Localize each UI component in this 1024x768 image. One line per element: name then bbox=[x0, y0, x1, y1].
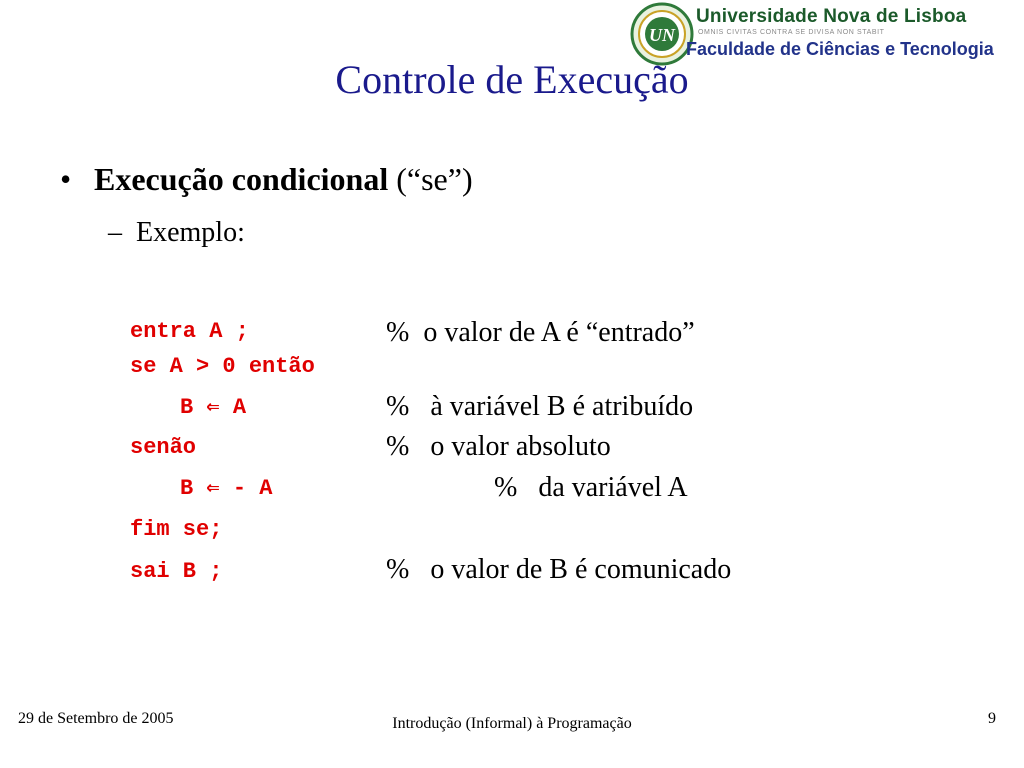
code-comment: % o valor de B é comunicado bbox=[386, 554, 732, 585]
logo-faculty-name: Faculdade de Ciências e Tecnologia bbox=[686, 39, 994, 59]
code-comment: % o valor de A é “entrado” bbox=[386, 317, 695, 348]
code-line: entra A ; bbox=[130, 319, 249, 344]
bullet-level-1 bbox=[60, 160, 473, 198]
footer-course-title: Introdução (Informal) à Programação bbox=[392, 715, 632, 732]
slide-title: Controle de Execução bbox=[335, 57, 689, 102]
svg-text:UN: UN bbox=[649, 25, 675, 45]
code-line: se A > 0 então bbox=[130, 354, 315, 379]
code-comment: % da variável A bbox=[494, 472, 688, 503]
bullet-text: (“se”) bbox=[388, 161, 473, 197]
code-line: B ⇐ - A bbox=[180, 476, 273, 501]
bullet-marker: • bbox=[60, 161, 72, 197]
code-comment: % à variável B é atribuído bbox=[386, 391, 694, 422]
code-line: B ⇐ A bbox=[180, 395, 247, 420]
bullet-bold-text: Execução condicional bbox=[94, 161, 389, 197]
code-comment: % o valor absoluto bbox=[386, 431, 611, 462]
logo-university-name: Universidade Nova de Lisboa bbox=[696, 6, 967, 27]
footer-date: 29 de Setembro de 2005 bbox=[18, 710, 174, 727]
sub-bullet-text: Exemplo: bbox=[136, 217, 245, 248]
code-line: senão bbox=[130, 435, 197, 460]
logo-motto: OMNIS CIVITAS CONTRA SE DIVISA NON STABIT bbox=[698, 29, 885, 36]
page-number: 9 bbox=[988, 710, 996, 727]
code-line: sai B ; bbox=[130, 559, 223, 584]
sub-bullet-marker: – bbox=[108, 217, 122, 248]
code-line: fim se; bbox=[130, 517, 223, 542]
bullet-level-2 bbox=[108, 216, 245, 250]
